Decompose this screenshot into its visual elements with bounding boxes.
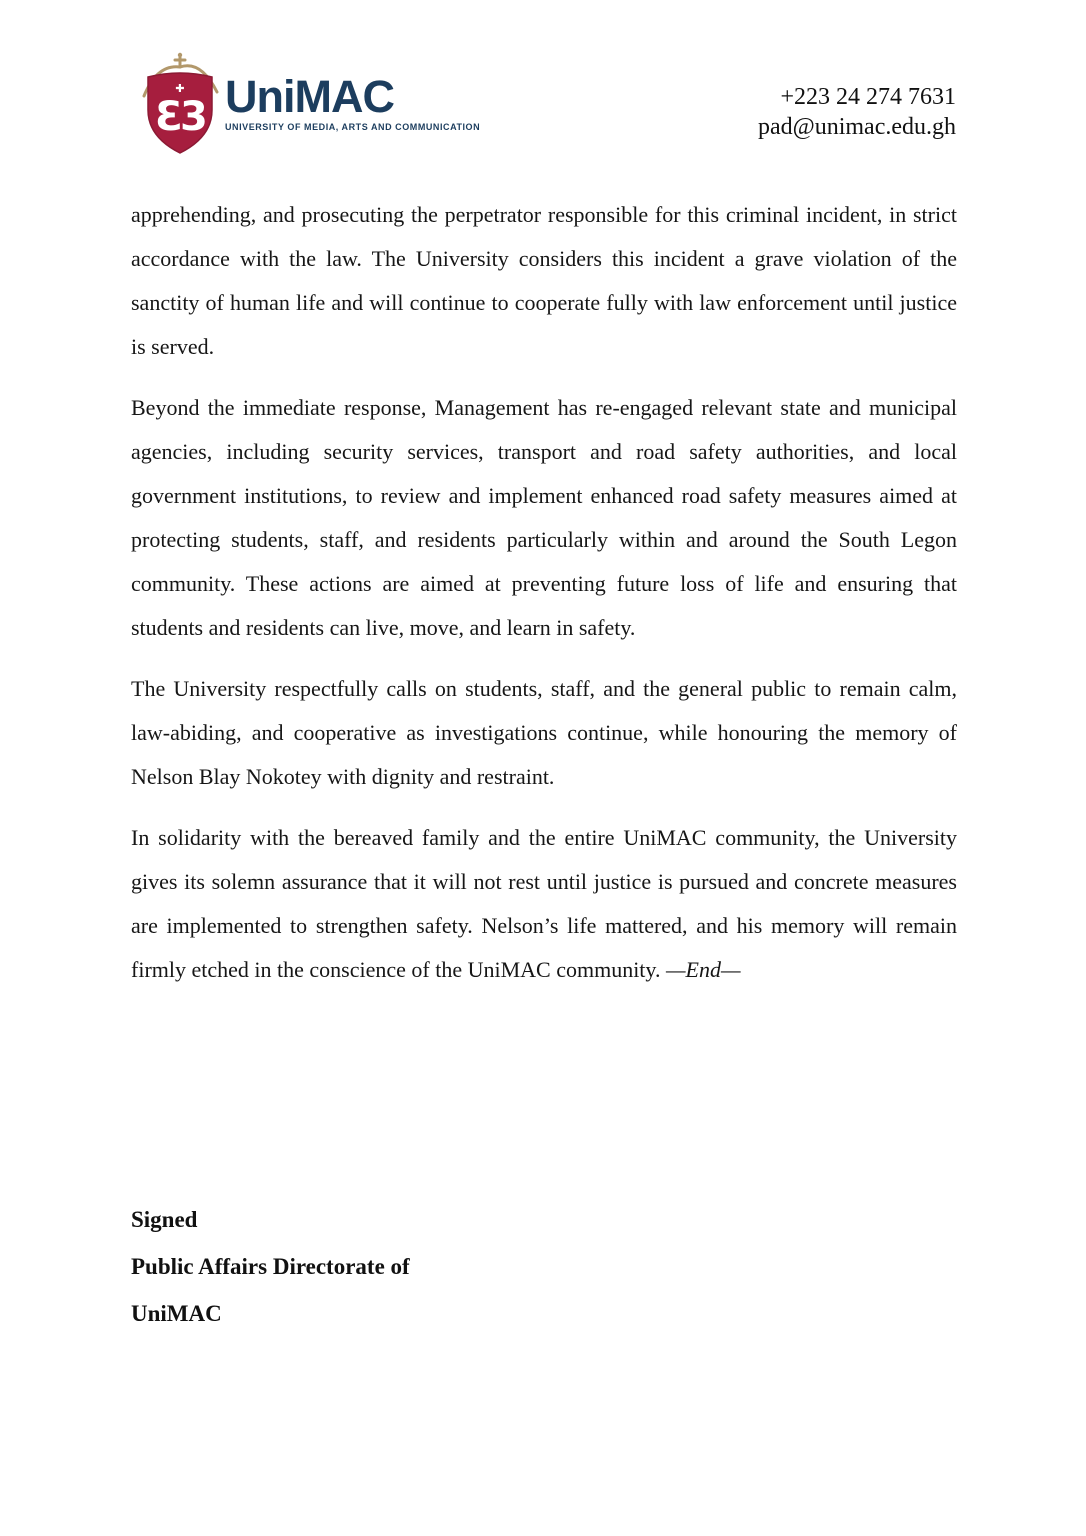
shield-cross-icon: ✚	[175, 82, 185, 95]
unimac-logo	[141, 52, 480, 156]
paragraph-4	[131, 816, 957, 992]
brand-tagline: UNIVERSITY OF MEDIA, ARTS AND COMMUNICATION	[225, 122, 481, 132]
signature-line-unimac: UniMAC	[131, 1301, 222, 1326]
brand-wordmark	[225, 71, 481, 132]
contact-block	[758, 82, 956, 142]
letterhead	[0, 0, 1086, 195]
paragraph-1: apprehending, and prosecuting the perpetrator responsible for this criminal incident, in strict accordance with the law. The University considers this incident a grave violation of the sanctity of human life and will continue to cooperate fully with law enforcement until justice is served.	[131, 202, 957, 359]
signature-block	[131, 1196, 410, 1337]
paragraph-4-text: In solidarity with the bereaved family and the entire UniMAC community, the University gives its solemn assurance that it will not rest until justice is pursued and concrete measures are implemented to strengthen safety. Nelson’s life mattered, and his memory will remain firmly etched in the conscience of the UniMAC community.	[131, 825, 957, 982]
paragraph-3: The University respectfully calls on students, staff, and the general public to remain calm, law-abiding, and cooperative as investigations continue, while honouring the memory of Nelson Blay Nokotey with dignity and restraint.	[131, 676, 957, 789]
end-marker: —End—	[666, 957, 741, 982]
adinkra-symbol: Ɛ3	[155, 94, 205, 140]
signature-line-directorate: Public Affairs Directorate of	[131, 1254, 410, 1279]
paragraph-2: Beyond the immediate response, Management has re-engaged relevant state and municipal agencies, including security services, transport and road safety authorities, and local government institutions, to review and implement enhanced road safety measures aimed at protecting students, staff, and residents particularly within and around the South Legon community. These actions are aimed at preventing future loss of life and ensuring that students and residents can live, move, and learn in safety.	[131, 395, 957, 640]
unimac-shield-icon	[141, 52, 219, 156]
contact-email: pad@unimac.edu.gh	[757, 114, 956, 140]
letter-body	[131, 193, 957, 1009]
brand-name: UniMAC	[225, 71, 394, 122]
contact-phone: +223 24 274 7631	[780, 84, 956, 110]
signature-line-signed: Signed	[131, 1207, 198, 1232]
